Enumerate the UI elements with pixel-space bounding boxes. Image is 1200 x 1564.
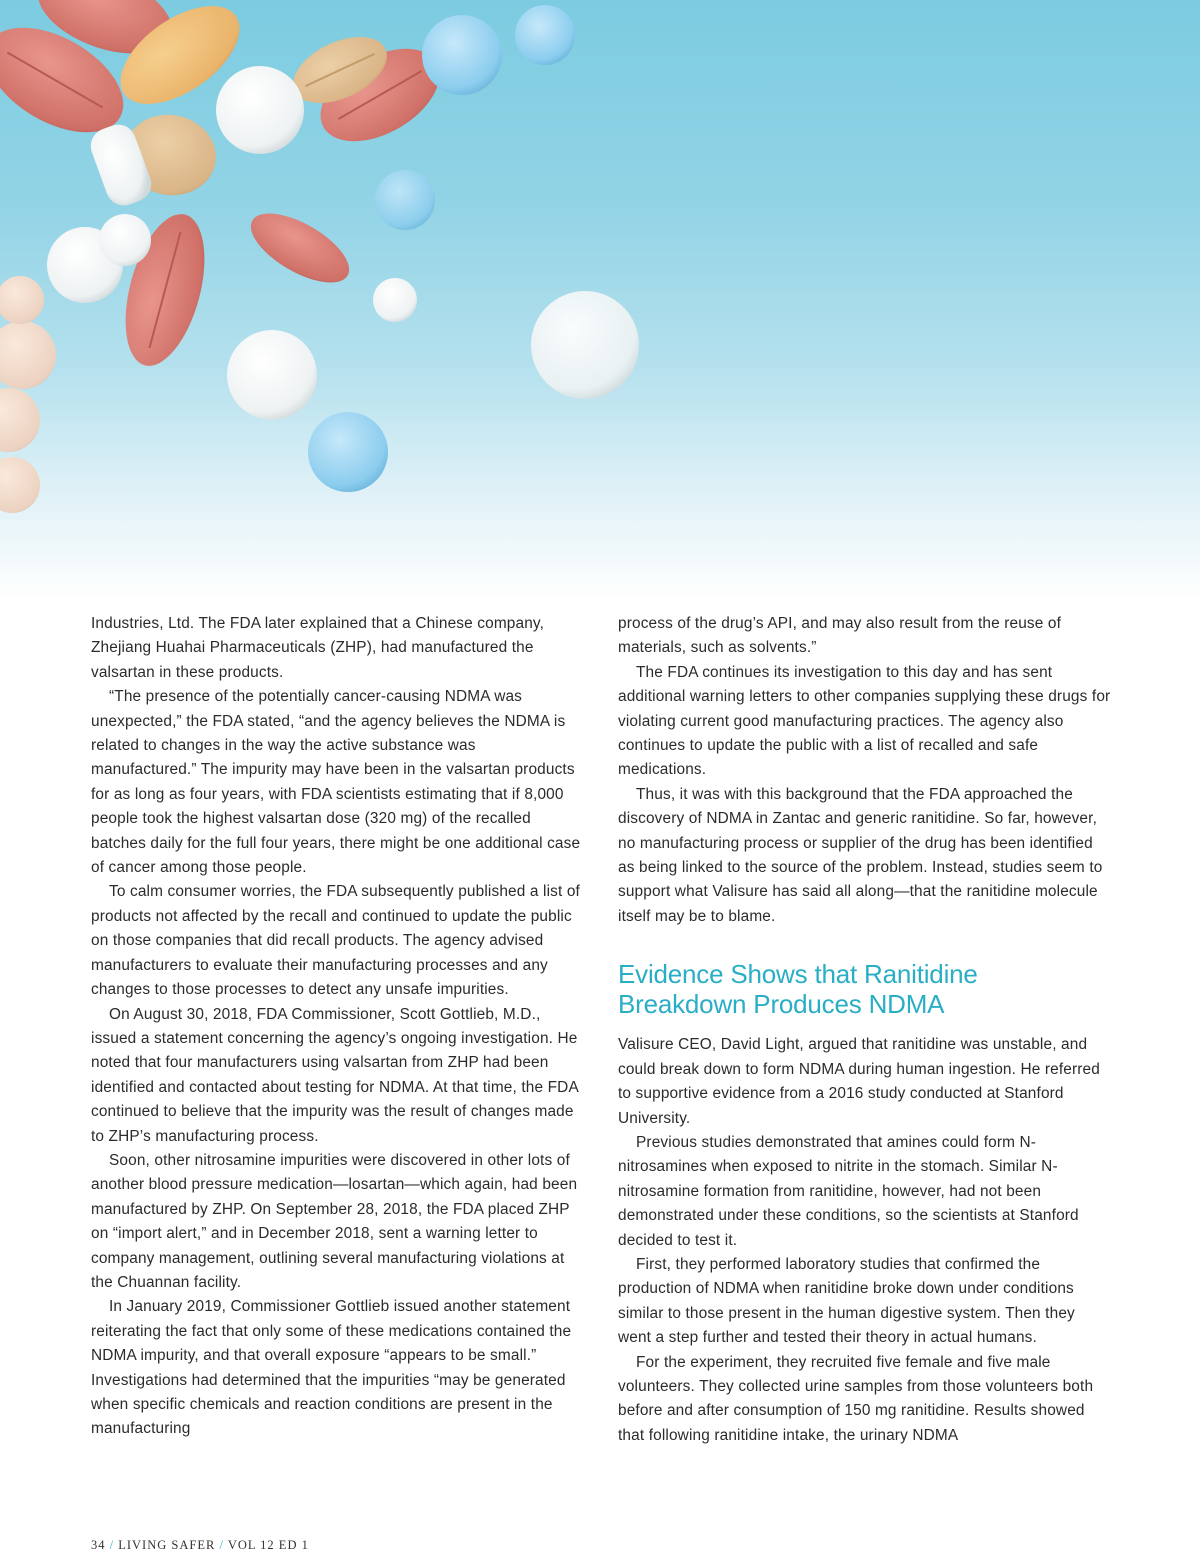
paragraph: Valisure CEO, David Light, argued that ranitidine was unstable, and could break down to form NDMA during human ingestion. He referred to supportive evidence from a 2016 study conducted at Stanford University. (618, 1036, 1100, 1127)
white-tablet (216, 66, 304, 154)
paragraph: Soon, other nitrosamine impurities were discovered in other lots of another blood pressure medication—losartan—which again, had been manufactured by ZHP. On September 28, 2018, the FDA placed ZHP on “import alert,” and in December 2018, sent a warning letter to company management, outlining several manufacturing violations at the Chuannan facility. (91, 1151, 578, 1291)
white-tablet (373, 278, 417, 322)
paragraph: Previous studies demonstrated that amines could form N-nitrosamines when exposed to nitrite in the stomach. Similar N-nitrosamine formation from ranitidine, however, had not been demonstrated under these conditions, so the scientists at Stanford decided to test it. (618, 1133, 1079, 1249)
white-tablet (227, 330, 317, 420)
page-footer (91, 1538, 309, 1553)
blue-tablet (375, 170, 435, 230)
footer-separator: / (109, 1538, 115, 1552)
cream-tablet (0, 276, 44, 324)
blue-tablet (422, 15, 502, 95)
cream-tablet (0, 388, 40, 452)
paragraph: In January 2019, Commissioner Gottlieb issued another statement reiterating the fact that only some of these medications contained the NDMA impurity, and that overall exposure “appears to be small.” Investigations had determined that the impurities “may be generated when specific chemicals and reaction conditions are present in the manufacturing (91, 1298, 572, 1438)
page-number: 34 (91, 1538, 106, 1552)
publication-name: LIVING SAFER (118, 1538, 216, 1552)
blue-tablet (515, 5, 575, 65)
blue-tablet (308, 412, 388, 492)
paragraph: To calm consumer worries, the FDA subsequently published a list of products not affected by the recall and continued to update the public on those companies that did recall products. The agency advised manufacturers to evaluate their manufacturing processes and any changes to those processes to detect any unsafe impurities. (91, 883, 580, 999)
issue-label: VOL 12 ED 1 (227, 1538, 309, 1552)
white-tablet (531, 291, 639, 399)
paragraph: “The presence of the potentially cancer-causing NDMA was unexpected,” the FDA stated, “and the agency believes the NDMA is related to changes in the way the active substance was manufactured.” The impurity may have been in the valsartan products for as long as four years, with FDA scientists estimating that if 8,000 people took the highest valsartan dose (320 mg) of the recalled batches daily for the full four years, there might be one additional case of cancer among those people. (91, 688, 581, 877)
right-column (618, 612, 1112, 1448)
white-tablet (99, 214, 151, 266)
cream-tablet (0, 457, 40, 513)
pills-illustration (0, 0, 1200, 600)
left-column (91, 612, 585, 1442)
pink-tablet (240, 200, 359, 297)
paragraph: For the experiment, they recruited five female and five male volunteers. They collected urine samples from those volunteers both before and after consumption of 150 mg ranitidine. Results showed that following ranitidine intake, the urinary NDMA (618, 1353, 1094, 1444)
footer-separator: / (219, 1538, 224, 1552)
paragraph: Thus, it was with this background that the FDA approached the discovery of NDMA in Zantac and generic ranitidine. So far, however, no manufacturing process or supplier of the drug has been identified as being linked to the source of the problem. Instead, studies seem to support what Valisure has said all along—that the ranitidine molecule itself may be to blame. (618, 785, 1103, 925)
paragraph: Industries, Ltd. The FDA later explained that a Chinese company, Zhejiang Huahai Pharmaceuticals (ZHP), had manufactured the valsartan in these products. (91, 615, 545, 681)
paragraph: On August 30, 2018, FDA Commissioner, Scott Gottlieb, M.D., issued a statement concerning the agency’s ongoing investigation. He noted that four manufacturers using valsartan from ZHP had been identified and contacted about testing for NDMA. At that time, the FDA continued to believe that the impurity was the result of changes made to ZHP’s manufacturing process. (91, 1005, 579, 1145)
cream-tablet (0, 321, 56, 389)
paragraph: First, they performed laboratory studies that confirmed the production of NDMA when ranitidine broke down under conditions similar to those present in the human digestive system. Then they went a step further and tested their theory in actual humans. (618, 1255, 1075, 1347)
section-heading: Evidence Shows that Ranitidine Breakdown Produces NDMA (618, 959, 978, 1020)
paragraph: The FDA continues its investigation to this day and has sent additional warning letters to other companies supplying these drugs for violating current good manufacturing practices. The agency also continues to update the public with a list of recalled and safe medications. (618, 663, 1111, 779)
hero-pills-image (0, 0, 1200, 600)
paragraph: process of the drug’s API, and may also result from the reuse of materials, such as solvents.” (618, 615, 1062, 657)
